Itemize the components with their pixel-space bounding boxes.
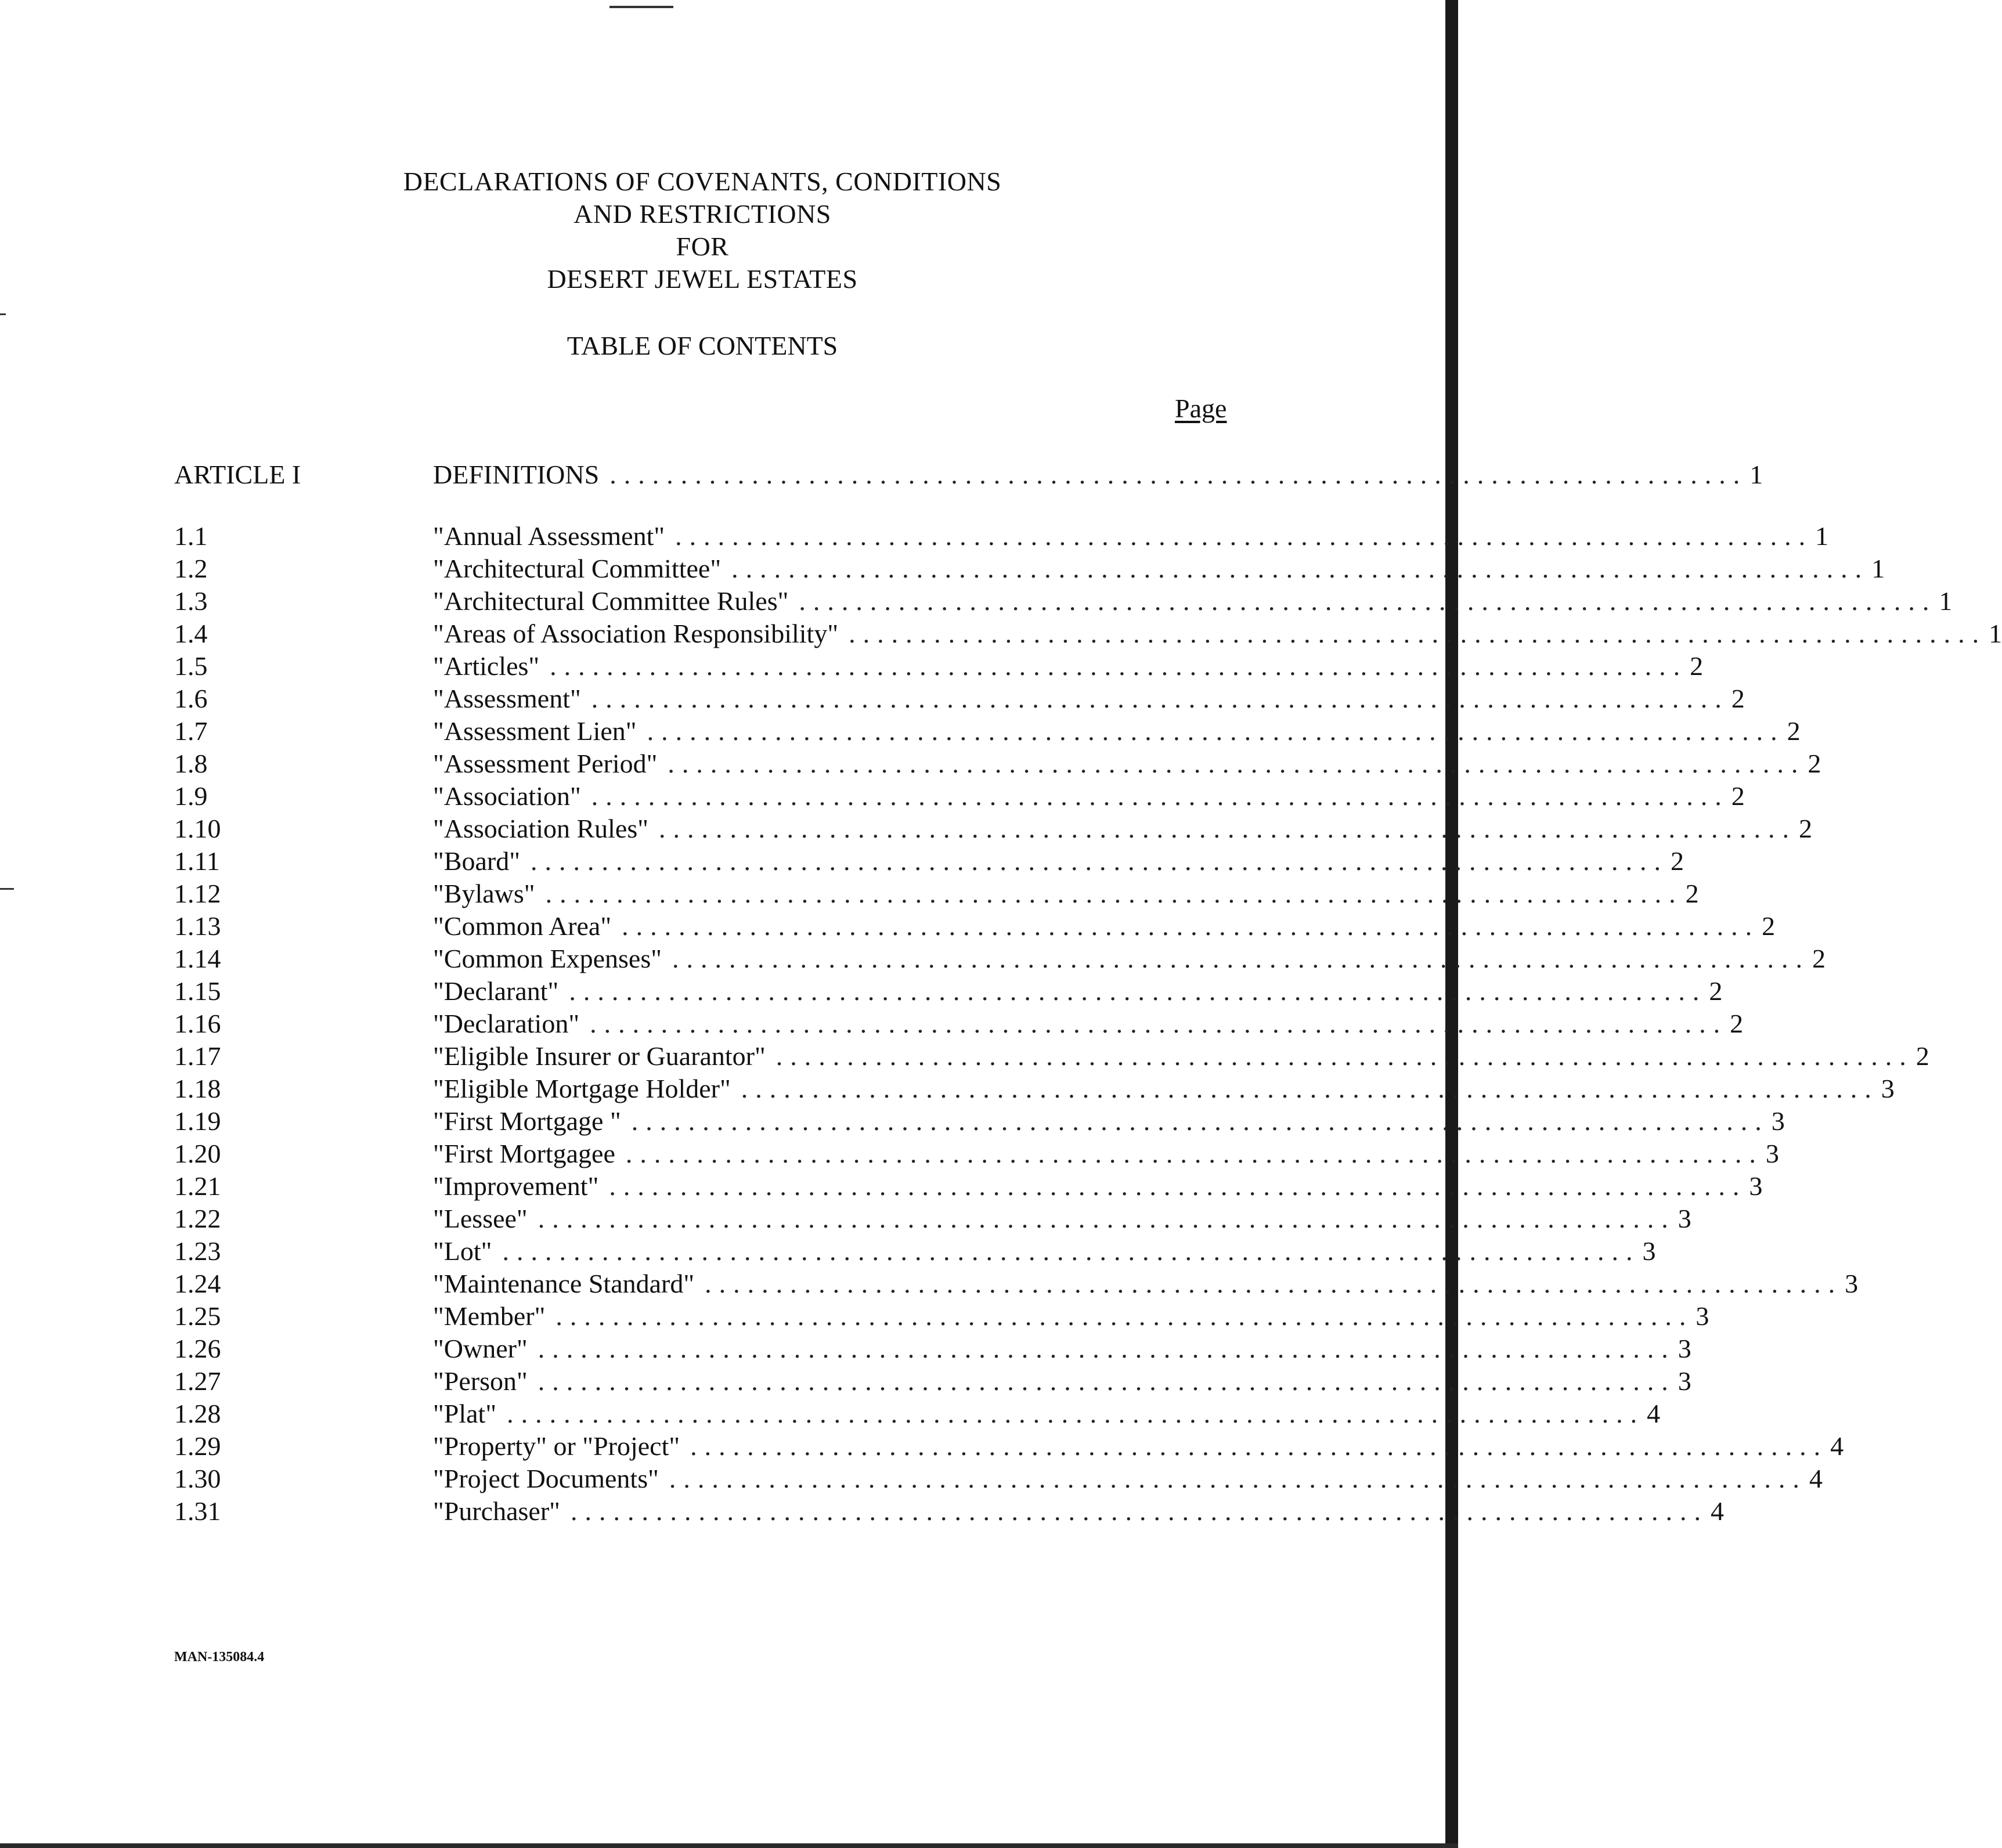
entry-line (433, 1398, 1661, 1430)
entry-title: "Assessment" (433, 684, 581, 713)
toc-entry-row (174, 1073, 1895, 1105)
toc-entry-row (174, 650, 1704, 683)
toc-entry-row (174, 1333, 1691, 1365)
toc-entry-row (174, 553, 1885, 585)
entry-title: "Property" or "Project" (433, 1431, 680, 1461)
entry-title: "Project Documents" (433, 1464, 659, 1493)
toc-entry-row (174, 910, 1776, 943)
entry-number: 1.20 (174, 1139, 221, 1168)
entry-line (433, 683, 1745, 715)
toc-entry-row (174, 878, 1699, 910)
entry-number: 1.18 (174, 1074, 221, 1103)
entry-number: 1.12 (174, 879, 221, 908)
entry-number: 1.28 (174, 1399, 221, 1428)
dot-leader: ................................................................................ (609, 460, 1748, 489)
entry-line (433, 650, 1704, 683)
title-line: FOR (676, 232, 729, 261)
entry-number: 1.16 (174, 1009, 221, 1038)
entry-number: 1.9 (174, 781, 208, 811)
entry-page-number: 2 (1731, 684, 1745, 713)
toc-article-row (174, 459, 1763, 491)
page-column-label: Page (1175, 394, 1227, 423)
entry-number: 1.5 (174, 651, 208, 681)
entry-page-number: 2 (1709, 976, 1723, 1006)
entry-line (433, 1300, 1709, 1333)
entry-number: 1.27 (174, 1366, 221, 1396)
entry-number: 1.8 (174, 749, 208, 778)
entry-title: "Lot" (433, 1236, 492, 1266)
scan-top-mark (609, 0, 673, 8)
entry-number: 1.14 (174, 944, 221, 973)
entry-number: 1.26 (174, 1334, 221, 1363)
entry-line (433, 1235, 1656, 1268)
entry-page-number: 1 (1939, 586, 1953, 616)
dot-leader: ................................................................................ (775, 1041, 1914, 1071)
entry-title: "Association" (433, 781, 581, 811)
dot-leader: ................................................................................ (591, 781, 1729, 811)
entry-number: 1.3 (174, 586, 208, 616)
entry-line (433, 1105, 1785, 1138)
entry-page-number: 2 (1916, 1041, 1929, 1071)
entry-page-number: 2 (1730, 1009, 1744, 1038)
toc-entry-row (174, 520, 1829, 553)
entry-page-number: 3 (1765, 1139, 1779, 1168)
dot-leader: ................................................................................ (538, 1366, 1676, 1396)
dot-leader: ................................................................................ (668, 749, 1806, 778)
entry-line (433, 715, 1801, 748)
dot-leader: ................................................................................ (507, 1399, 1645, 1428)
toc-entry-row (174, 1170, 1763, 1203)
entry-title: "Board" (433, 846, 520, 876)
toc-entry-row (174, 943, 1826, 975)
entry-page-number: 4 (1647, 1399, 1661, 1428)
toc-entry-row (174, 975, 1723, 1008)
toc-entry-row (174, 1268, 1859, 1300)
entry-page-number: 3 (1749, 1171, 1763, 1201)
entry-page-number: 3 (1845, 1269, 1859, 1298)
entry-title: "First Mortgage " (433, 1106, 621, 1136)
title-line: DECLARATIONS OF COVENANTS, CONDITIONS (403, 167, 1002, 196)
entry-number: 1.15 (174, 976, 221, 1006)
scan-left-tick (0, 888, 14, 890)
entry-line (433, 813, 1813, 845)
entry-line (433, 1008, 1744, 1040)
dot-leader: ................................................................................ (538, 1204, 1676, 1233)
toc-entry-row (174, 1365, 1691, 1398)
toc-entry-row (174, 780, 1745, 813)
entry-title: "Owner" (433, 1334, 528, 1363)
entry-line (433, 748, 1821, 780)
entry-title: "Purchaser" (433, 1496, 560, 1526)
entry-line (433, 1073, 1895, 1105)
entry-number: 1.21 (174, 1171, 221, 1201)
entry-title: "Articles" (433, 651, 540, 681)
entry-page-number: 1 (1815, 521, 1829, 551)
entry-title: "Member" (433, 1301, 546, 1331)
toc-entry-row (174, 748, 1821, 780)
article-page-number: 1 (1750, 460, 1763, 489)
entry-page-number: 2 (1670, 846, 1684, 876)
entry-title: "Person" (433, 1366, 528, 1396)
entry-title: "Eligible Mortgage Holder" (433, 1074, 731, 1103)
entry-number: 1.13 (174, 911, 221, 941)
entry-page-number: 4 (1710, 1496, 1724, 1526)
entry-line (433, 1170, 1763, 1203)
entry-line (433, 618, 2002, 650)
toc-entry-row (174, 1495, 1724, 1528)
dot-leader: ................................................................................ (690, 1431, 1828, 1461)
entry-title: "Maintenance Standard" (433, 1269, 695, 1298)
entry-title: "Common Expenses" (433, 944, 662, 973)
entry-line (433, 1138, 1779, 1170)
entry-number: 1.29 (174, 1431, 221, 1461)
dot-leader: ................................................................................ (545, 879, 1683, 908)
dot-leader: ................................................................................ (570, 1496, 1708, 1526)
toc-entry-row (174, 1040, 1929, 1073)
article-entry (433, 459, 1763, 491)
entry-line (433, 1365, 1691, 1398)
entry-line (433, 910, 1776, 943)
dot-leader: ................................................................................ (675, 521, 1813, 551)
entry-page-number: 4 (1809, 1464, 1823, 1493)
entry-title: "Plat" (433, 1399, 497, 1428)
entry-line (433, 1463, 1823, 1495)
scan-bottom-edge (0, 1843, 1458, 1848)
entry-number: 1.30 (174, 1464, 221, 1493)
entry-line (433, 1495, 1724, 1528)
entry-title: "Declarant" (433, 976, 559, 1006)
scan-left-tick (0, 313, 6, 315)
entry-page-number: 4 (1830, 1431, 1844, 1461)
dot-leader: ................................................................................ (731, 554, 1870, 583)
entry-line (433, 553, 1885, 585)
entry-title: "Annual Assessment" (433, 521, 665, 551)
dot-leader: ................................................................................ (555, 1301, 1694, 1331)
entry-page-number: 2 (1690, 651, 1704, 681)
toc-entry-row (174, 1138, 1779, 1170)
dot-leader: ................................................................................ (569, 976, 1707, 1006)
dot-leader: ................................................................................ (530, 846, 1668, 876)
entry-number: 1.11 (174, 846, 220, 876)
entry-number: 1.2 (174, 554, 208, 583)
entry-line (433, 1040, 1929, 1073)
entry-page-number: 2 (1787, 716, 1801, 746)
dot-leader: ................................................................................ (849, 619, 1987, 648)
entry-page-number: 2 (1812, 944, 1826, 973)
entry-line (433, 943, 1826, 975)
entry-title: "Assessment Period" (433, 749, 658, 778)
entry-title: "Areas of Association Responsibility" (433, 619, 839, 648)
entry-page-number: 3 (1771, 1106, 1785, 1136)
entry-line (433, 780, 1745, 813)
entry-number: 1.10 (174, 814, 221, 843)
entry-number: 1.17 (174, 1041, 221, 1071)
entry-page-number: 3 (1678, 1334, 1691, 1363)
toc-entry-row (174, 683, 1745, 715)
article-title: DEFINITIONS (433, 460, 600, 489)
dot-leader: ................................................................................ (538, 1334, 1676, 1363)
article-number: ARTICLE I (174, 460, 301, 489)
entry-page-number: 2 (1731, 781, 1745, 811)
dot-leader: ................................................................................ (591, 684, 1729, 713)
entry-number: 1.1 (174, 521, 208, 551)
entry-title: "Lessee" (433, 1204, 528, 1233)
entry-number: 1.6 (174, 684, 208, 713)
dot-leader: ................................................................................ (550, 651, 1688, 681)
toc-entry-row (174, 1105, 1785, 1138)
entry-page-number: 3 (1678, 1366, 1691, 1396)
toc-entry-row (174, 1008, 1744, 1040)
entry-line (433, 845, 1684, 878)
document-code: MAN-135084.4 (174, 1650, 265, 1665)
dot-leader: ................................................................................ (705, 1269, 1843, 1298)
entry-title: "Improvement" (433, 1171, 599, 1201)
dot-leader: ................................................................................ (625, 1139, 1763, 1168)
entry-title: "Bylaws" (433, 879, 535, 908)
entry-page-number: 2 (1808, 749, 1821, 778)
toc-entry-row (174, 585, 1953, 618)
toc-entry-row (174, 813, 1813, 845)
toc-entry-row (174, 715, 1801, 748)
entry-title: "Assessment Lien" (433, 716, 637, 746)
dot-leader: ................................................................................ (609, 1171, 1747, 1201)
dot-leader: ................................................................................ (672, 944, 1810, 973)
dot-leader: ................................................................................ (741, 1074, 1879, 1103)
dot-leader: ................................................................................ (669, 1464, 1807, 1493)
entry-number: 1.24 (174, 1269, 221, 1298)
entry-title: "Eligible Insurer or Guarantor" (433, 1041, 766, 1071)
entry-number: 1.31 (174, 1496, 221, 1526)
entry-title: "First Mortgagee (433, 1139, 615, 1168)
toc-entry-row (174, 1430, 1844, 1463)
entry-title: "Common Area" (433, 911, 612, 941)
toc-entry-row (174, 1463, 1823, 1495)
table-of-contents (174, 459, 2002, 1528)
dot-leader: ................................................................................ (590, 1009, 1728, 1038)
entry-number: 1.19 (174, 1106, 221, 1136)
dot-leader: ................................................................................ (647, 716, 1785, 746)
entry-line (433, 520, 1829, 553)
entry-line (433, 585, 1953, 618)
entry-title: "Association Rules" (433, 814, 649, 843)
toc-heading: TABLE OF CONTENTS (567, 331, 838, 360)
entry-page-number: 3 (1642, 1236, 1656, 1266)
title-line: DESERT JEWEL ESTATES (547, 264, 858, 294)
entry-number: 1.4 (174, 619, 208, 648)
toc-entry-row (174, 845, 1684, 878)
entry-line (433, 878, 1699, 910)
entry-page-number: 3 (1678, 1204, 1691, 1233)
entry-number: 1.22 (174, 1204, 221, 1233)
entry-title: "Architectural Committee Rules" (433, 586, 789, 616)
title-line: AND RESTRICTIONS (573, 199, 831, 229)
toc-entry-row (174, 1398, 1661, 1430)
dot-leader: ................................................................................ (631, 1106, 1769, 1136)
entry-line (433, 1430, 1844, 1463)
entry-page-number: 1 (1871, 554, 1885, 583)
entry-page-number: 2 (1685, 879, 1699, 908)
entry-number: 1.7 (174, 716, 208, 746)
entry-number: 1.23 (174, 1236, 221, 1266)
entry-page-number: 2 (1762, 911, 1776, 941)
toc-entry-row (174, 1300, 1709, 1333)
entry-line (433, 1203, 1691, 1235)
entry-page-number: 3 (1696, 1301, 1709, 1331)
entry-page-number: 3 (1881, 1074, 1895, 1103)
entry-page-number: 2 (1799, 814, 1813, 843)
entry-line (433, 975, 1723, 1008)
entry-line (433, 1333, 1691, 1365)
toc-entry-row (174, 1235, 1656, 1268)
toc-entry-row (174, 618, 2002, 650)
dot-leader: ................................................................................ (659, 814, 1797, 843)
entry-title: "Declaration" (433, 1009, 580, 1038)
document-title (0, 165, 1405, 295)
dot-leader: ................................................................................ (502, 1236, 1640, 1266)
entry-title: "Architectural Committee" (433, 554, 722, 583)
dot-leader: ................................................................................ (799, 586, 1937, 616)
entry-number: 1.25 (174, 1301, 221, 1331)
entry-line (433, 1268, 1859, 1300)
toc-entry-row (174, 1203, 1691, 1235)
entry-page-number: 1 (1989, 619, 2002, 648)
dot-leader: ................................................................................ (622, 911, 1760, 941)
